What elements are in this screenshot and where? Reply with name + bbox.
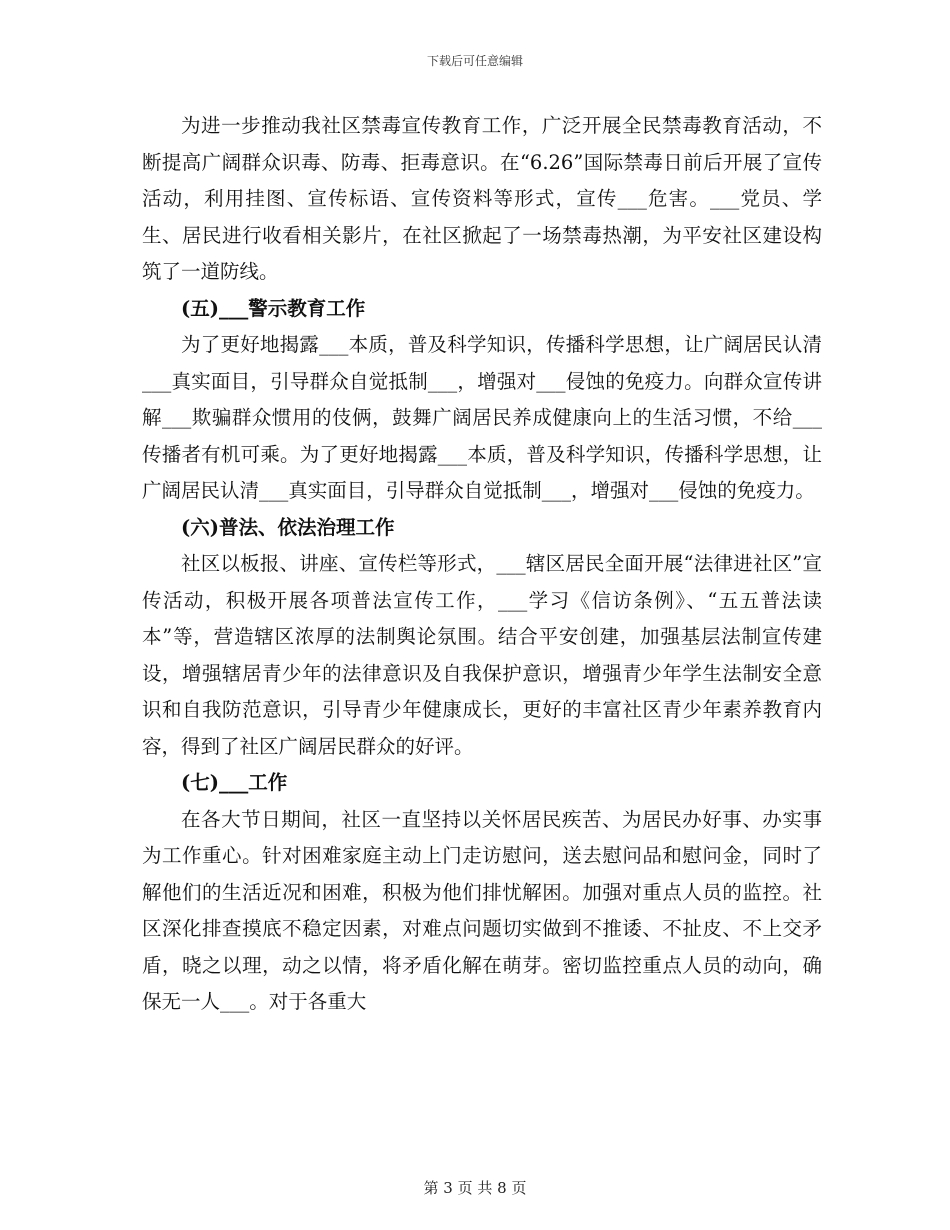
document-body	[142, 108, 822, 1021]
section-heading-7: (七)___工作	[181, 771, 288, 794]
section-heading-5: (五)___警示教育工作	[181, 296, 366, 320]
paragraph-legal-education: 社区以板报、讲座、宣传栏等形式，___辖区居民全面开展“法律进社区”宣传活动，积极开展各项普法宣传工作，___学习《信访条例》、“五五普法读本”等，营造辖区浓厚的法制舆论氛围。结合平安创建，加强基层法制宣传建设，增强辖居青少年的法律意识及自我保护意识，增强青少年学生法制安全意识和自我防范意识，引导青少年健康成长，更好的丰富社区青少年素养教育内容，得到了社区广阔居民群众的好评。	[142, 552, 822, 758]
page-header: 下载后可任意编辑	[426, 54, 523, 68]
paragraph-warning-education: 为了更好地揭露___本质，普及科学知识，传播科学思想，让广阔居民认清___真实面目，引导群众自觉抵制___，增强对___侵蚀的免疫力。向群众宣传讲解___欺骗群众惯用的伎俩，鼓舞广阔居民养成健康向上的生活习惯，不给___传播者有机可乘。为了更好地揭露___本质，普及科学知识，传播科学思想，让广阔居民认清___真实面目，引导群众自觉抵制___，增强对___侵蚀的免疫力。	[142, 333, 822, 502]
section-heading-6: (六)普法、依法治理工作	[181, 515, 395, 539]
paragraph-anti-drug: 为进一步推动我社区禁毒宣传教育工作，广泛开展全民禁毒教育活动，不断提高广阔群众识毒、防毒、拒毒意识。在“6.26”国际禁毒日前后开展了宣传活动，利用挂图、宣传标语、宣传资料等形式，宣传___危害。___党员、学生、居民进行收看相关影片，在社区掀起了一场禁毒热潮，为平安社区建设构筑了一道防线。	[142, 114, 822, 283]
page-number: 第 3 页 共 8 页	[423, 1179, 527, 1197]
paragraph-community-care: 在各大节日期间，社区一直坚持以关怀居民疾苦、为居民办好事、办实事为工作重心。针对困难家庭主动上门走访慰问，送去慰问品和慰问金，同时了解他们的生活近况和困难，积极为他们排忧解困。加强对重点人员的监控。社区深化排查摸底不稳定因素，对难点问题切实做到不推诿、不扯皮、不上交矛盾，晓之以理，动之以情，将矛盾化解在萌芽。密切监控重点人员的动向，确保无一人___。对于各重大	[142, 807, 822, 1013]
